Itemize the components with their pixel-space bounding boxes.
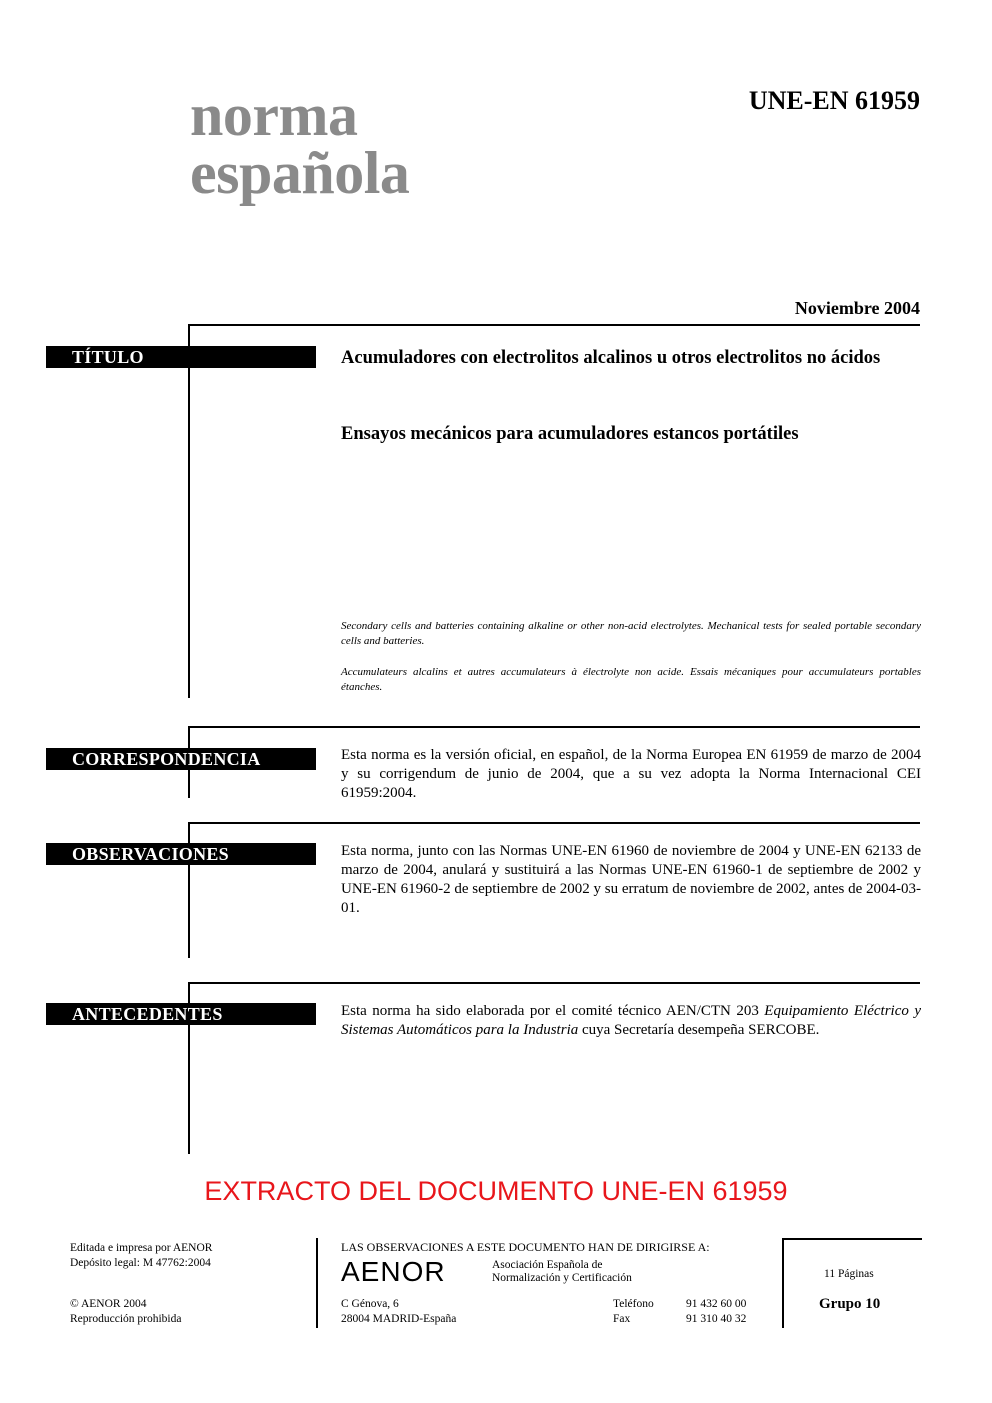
footer-assoc-line1: Asociación Española de xyxy=(492,1259,603,1271)
title-english: Secondary cells and batteries containing alkaline or other non-acid electrolytes. Mechanical tests for sealed portable secondary cells and batteries. xyxy=(341,620,921,647)
observaciones-text: Esta norma, junto con las Normas UNE-EN 61960 de noviembre de 2004 y UNE-EN 62133 de marzo de 2004, anulará y sustituirá a las Normas UNE-EN 61960-1 de septiembre de 2002 y UNE-EN 61960-2 de septiembre de 2002 y su erratum de noviembre de 2002, antes de 2004-03-01. xyxy=(341,843,921,916)
title-sub: Ensayos mecánicos para acumuladores estancos portátiles xyxy=(341,424,799,444)
footer-edited: Editada e impresa por AENOR xyxy=(70,1242,213,1254)
footer-observations-header: LAS OBSERVACIONES A ESTE DOCUMENTO HAN DE DIRIGIRSE A: xyxy=(341,1240,710,1254)
antecedentes-label: ANTECEDENTES xyxy=(46,1003,316,1025)
antecedentes-text: Esta norma ha sido elaborada por el comité técnico AEN/CTN 203 Equipamiento Eléctrico y Sistemas Automáticos para la Industria cuya Secretaría desempeña SERCOBE. xyxy=(341,1003,921,1038)
section-divider xyxy=(188,822,920,824)
footer-address1: C Génova, 6 xyxy=(341,1298,399,1310)
pages-box-top xyxy=(782,1238,922,1240)
pages-box-left xyxy=(782,1238,784,1328)
section-divider xyxy=(188,726,920,728)
footer-divider xyxy=(316,1238,318,1328)
footer-address2: 28004 MADRID-España xyxy=(341,1313,457,1325)
standard-code: UNE-EN 61959 xyxy=(748,86,920,115)
title-french: Accumulateurs alcalins et autres accumulateurs à électrolyte non acide. Essais mécaniques pour accumulateurs portables étanches. xyxy=(341,666,921,693)
price-group: Grupo 10 xyxy=(819,1296,881,1312)
footer-phone-label: Teléfono xyxy=(613,1298,654,1310)
titulo-label: TÍTULO xyxy=(46,346,316,368)
committee-name: Equipamiento Eléctrico y Sistemas Automáticos para la Industria xyxy=(341,1003,921,1038)
footer-reproduction: Reproducción prohibida xyxy=(70,1313,182,1325)
section-divider xyxy=(188,982,920,984)
publication-date: Noviembre 2004 xyxy=(794,298,920,318)
footer-assoc-line2: Normalización y Certificación xyxy=(492,1272,632,1284)
page-count: 11 Páginas xyxy=(824,1268,874,1280)
brand-line-norma: norma xyxy=(190,82,358,148)
footer-copyright: © AENOR 2004 xyxy=(70,1298,147,1310)
section-vertical-rule xyxy=(188,324,190,698)
title-main: Acumuladores con electrolitos alcalinos u otros electrolitos no ácidos xyxy=(341,348,881,368)
observaciones-label: OBSERVACIONES xyxy=(46,843,316,865)
aenor-logo: AENOR xyxy=(341,1256,446,1287)
section-divider xyxy=(188,324,920,326)
correspondencia-label: CORRESPONDENCIA xyxy=(46,748,316,770)
brand-line-espanola: española xyxy=(190,140,410,206)
footer-deposit: Depósito legal: M 47762:2004 xyxy=(70,1257,211,1269)
footer-fax: 91 310 40 32 xyxy=(686,1313,747,1325)
footer-phone: 91 432 60 00 xyxy=(686,1298,747,1310)
extract-notice: EXTRACTO DEL DOCUMENTO UNE-EN 61959 xyxy=(204,1176,788,1206)
footer-fax-label: Fax xyxy=(613,1313,631,1325)
correspondencia-text: Esta norma es la versión oficial, en español, de la Norma Europea EN 61959 de marzo de 2004 y su corrigendum de junio de 2004, que a su vez adopta la Norma Internacional CEI 61959:2004. xyxy=(341,747,921,801)
